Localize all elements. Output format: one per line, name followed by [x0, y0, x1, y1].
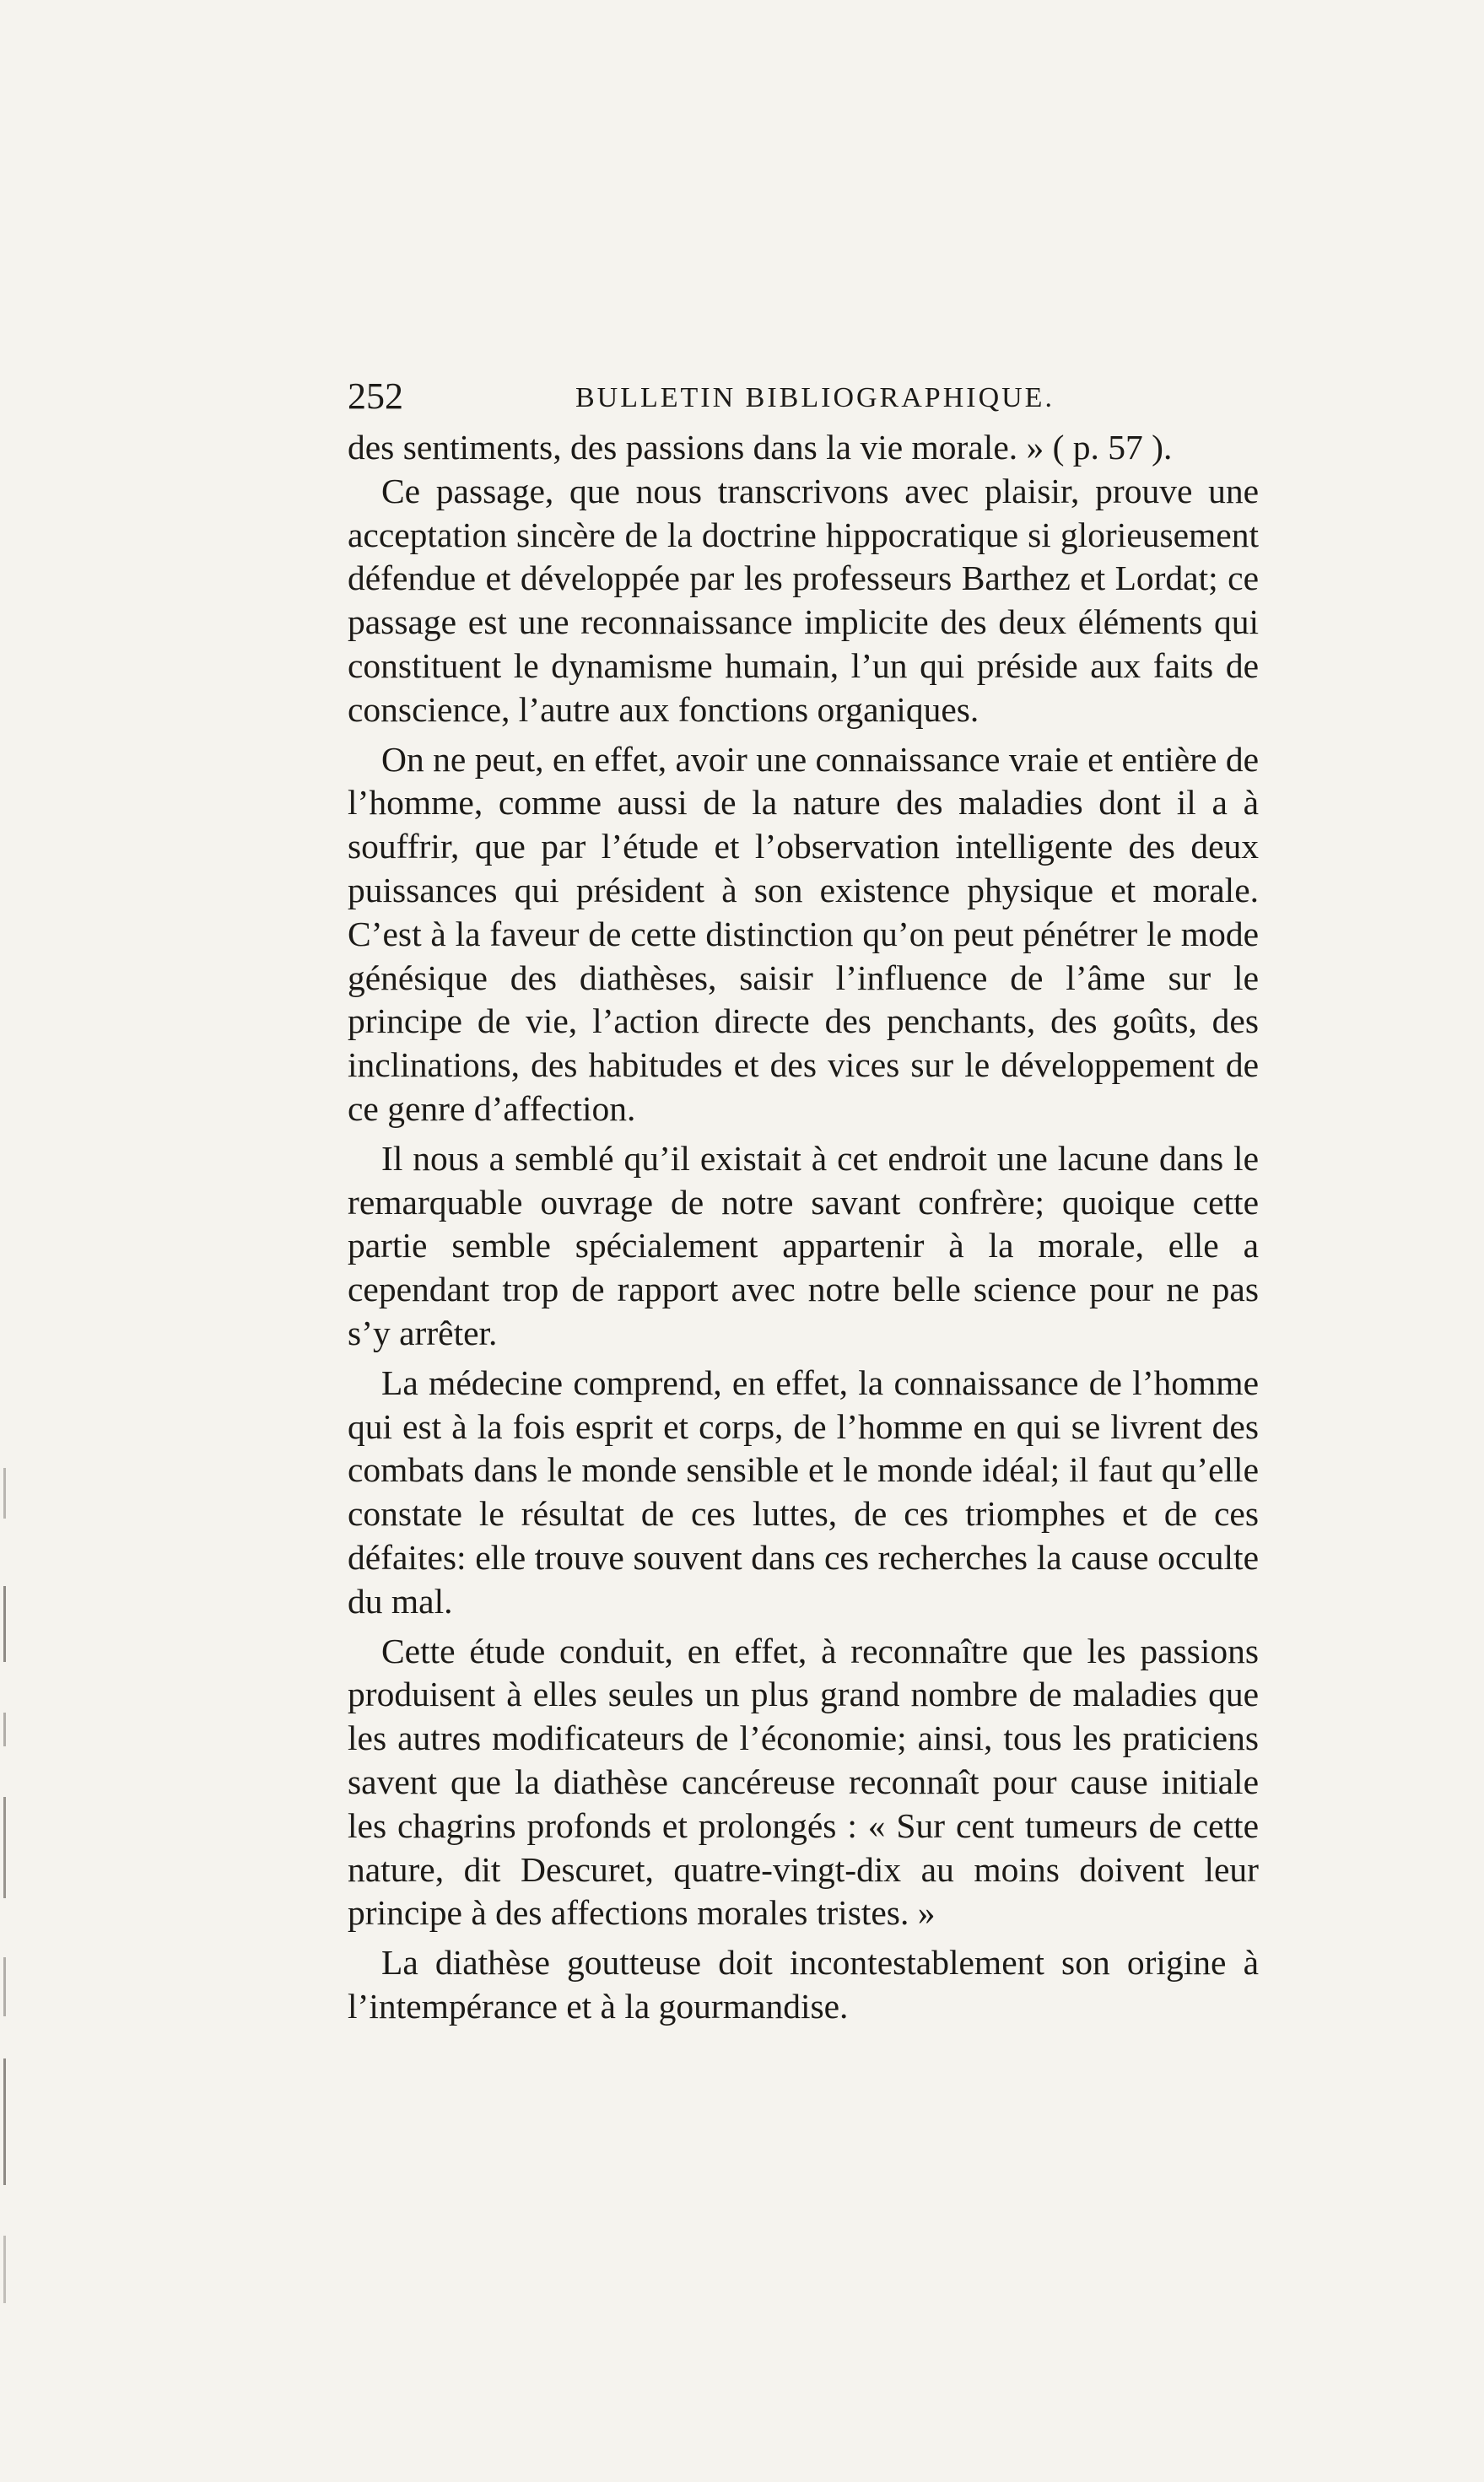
- running-title: BULLETIN BIBLIOGRAPHIQUE.: [575, 382, 1055, 413]
- paragraph: La diathèse goutteuse doit incontestablement son origine à l’intempérance et à la gourmandise.: [348, 1943, 1259, 2026]
- scan-edge-marks: [0, 1434, 25, 2362]
- paragraph: Cette étude conduit, en effet, à reconnaître que les passions produisent à elles seules un plus grand nombre de maladies que les autres modificateurs de l’économie; ainsi, tous les praticiens savent que la diathèse cancéreuse reconnaît pour cause initiale les chagrins profonds et prolongés : « Sur cent tumeurs de cette nature, dit Descuret, quatre-vingt-dix au moins doivent leur principe à des affections morales tristes. »: [348, 1631, 1259, 1933]
- body-text: [348, 426, 1259, 2029]
- paragraph: Ce passage, que nous transcrivons avec plaisir, prouve une acceptation sincère de la doctrine hippocratique si glorieusement défendue et développée par les professeurs Barthez et Lordat; ce passage est une reconnaissance implicite des deux éléments qui constituent le dynamisme humain, l’un qui préside aux faits de conscience, l’autre aux fonctions organiques.: [348, 471, 1259, 729]
- page-number: 252: [348, 375, 403, 417]
- paragraph-continuation: des sentiments, des passions dans la vie morale. » ( p. 57 ).: [348, 428, 1173, 467]
- paragraph: La médecine comprend, en effet, la connaissance de l’homme qui est à la fois esprit et corps, de l’homme en qui se livrent des combats dans le monde sensible et le monde idéal; il faut qu’elle constate le résultat de ces luttes, de ces triomphes et de ces défaites: elle trouve souvent dans ces recherches la cause occulte du mal.: [348, 1362, 1259, 1621]
- paragraph: On ne peut, en effet, avoir une connaissance vraie et entière de l’homme, comme aussi de la nature des maladies dont il a à souffrir, que par l’étude et l’observation intelligente des deux puissances qui président à son existence physique et morale. C’est à la faveur de cette distinction qu’on peut pénétrer le mode génésique des diathèses, saisir l’influence de l’âme sur le principe de vie, l’action directe des penchants, des goûts, des inclinations, des habitudes et des vices sur le développement de ce genre d’affection.: [348, 739, 1259, 1128]
- paragraph: Il nous a semblé qu’il existait à cet endroit une lacune dans le remarquable ouvrage de notre savant confrère; quoique cette partie semble spécialement appartenir à la morale, elle a cependant trop de rapport avec notre belle science pour ne pas s’y arrêter.: [348, 1138, 1259, 1352]
- running-head: [348, 371, 1259, 422]
